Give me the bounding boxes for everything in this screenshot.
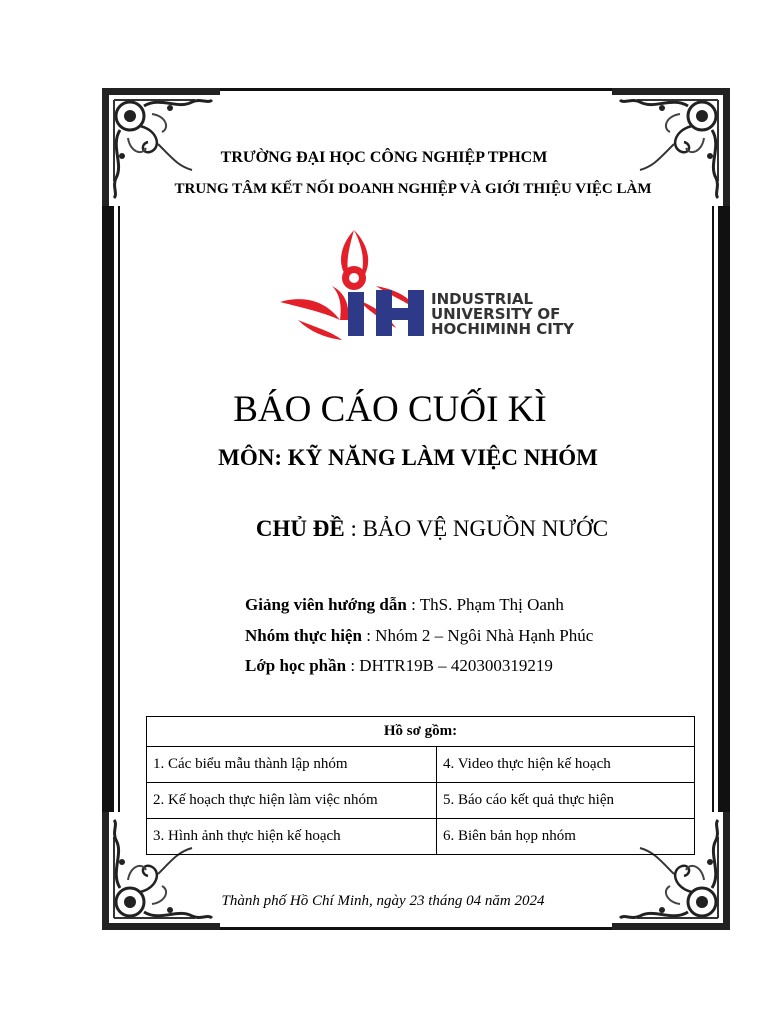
logo-line-2: UNIVERSITY OF bbox=[431, 305, 561, 323]
center-name: TRUNG TÂM KẾT NỐI DOANH NGHIỆP VÀ GIỚI THIỆU VIỆC LÀM bbox=[174, 181, 652, 197]
group-value: : Nhóm 2 – Ngôi Nhà Hạnh Phúc bbox=[361, 626, 594, 645]
report-title: BÁO CÁO CUỐI KÌ bbox=[233, 389, 547, 430]
table-cell: 5. Báo cáo kết quả thực hiện bbox=[437, 783, 695, 819]
logo-line-3: HOCHIMINH CITY bbox=[431, 320, 574, 338]
class-value: : DHTR19B – 420300319219 bbox=[346, 656, 553, 675]
topic-label: CHỦ ĐỀ bbox=[255, 516, 345, 541]
university-logo bbox=[278, 228, 578, 340]
topic-value: : BẢO VỆ NGUỒN NƯỚC bbox=[344, 516, 609, 541]
group-label: Nhóm thực hiện bbox=[245, 626, 362, 645]
table-cell: 2. Kế hoạch thực hiện làm việc nhóm bbox=[147, 783, 437, 819]
table-cell: 1. Các biểu mẫu thành lập nhóm bbox=[147, 747, 437, 783]
subject-line: MÔN: KỸ NĂNG LÀM VIỆC NHÓM bbox=[218, 445, 598, 470]
documents-table bbox=[146, 716, 695, 855]
table-row bbox=[147, 819, 695, 855]
table-cell: 3. Hình ảnh thực hiện kế hoạch bbox=[147, 819, 437, 855]
group-line bbox=[245, 626, 593, 646]
logo-line-1: INDUSTRIAL bbox=[431, 290, 534, 308]
class-label: Lớp học phần bbox=[245, 656, 347, 675]
table-cell: 4. Video thực hiện kế hoạch bbox=[437, 747, 695, 783]
table-row bbox=[147, 747, 695, 783]
instructor-line bbox=[245, 595, 564, 615]
table-header-row bbox=[147, 717, 695, 747]
topic-line bbox=[48, 516, 768, 542]
instructor-value: : ThS. Phạm Thị Oanh bbox=[406, 595, 564, 614]
documents-header: Hồ sơ gồm: bbox=[147, 717, 695, 747]
place-date: Thành phố Hồ Chí Minh, ngày 23 tháng 04 năm 2024 bbox=[221, 893, 545, 909]
table-row bbox=[147, 783, 695, 819]
instructor-label: Giảng viên hướng dẫn bbox=[245, 595, 407, 614]
table-cell: 6. Biên bản họp nhóm bbox=[437, 819, 695, 855]
class-line bbox=[245, 656, 553, 676]
school-name: TRƯỜNG ĐẠI HỌC CÔNG NGHIỆP TPHCM bbox=[220, 149, 548, 166]
